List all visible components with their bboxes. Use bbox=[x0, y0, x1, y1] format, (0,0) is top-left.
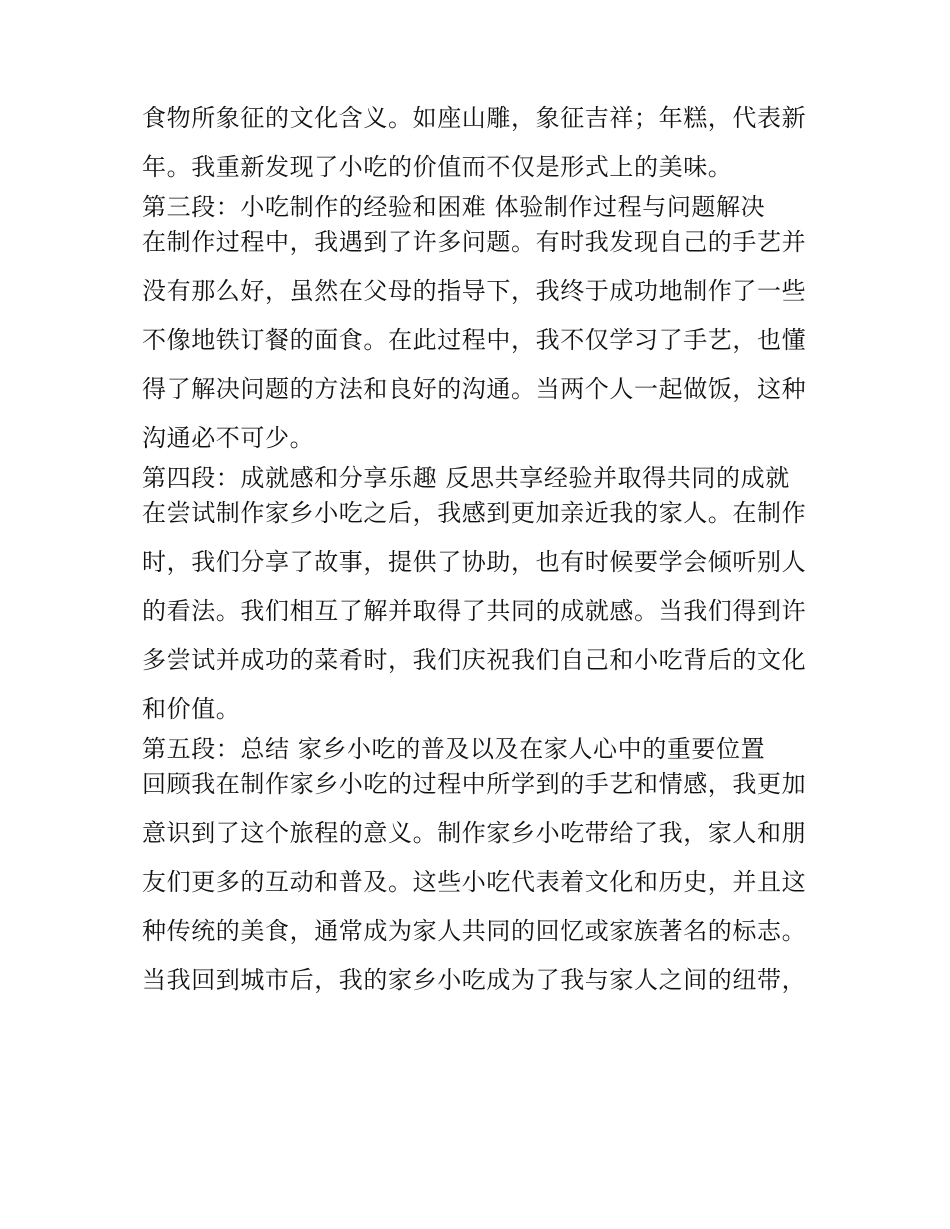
body-line: 回顾我在制作家乡小吃的过程中所学到的手艺和情感，我更加 bbox=[142, 770, 807, 798]
body-line: 和价值。 bbox=[142, 695, 241, 723]
body-line: 食物所象征的文化含义。如座山雕，象征吉祥；年糕，代表新 bbox=[142, 104, 807, 132]
section-heading-3: 第三段：小吃制作的经验和困难 体验制作过程与问题解决 bbox=[142, 193, 766, 221]
section-heading-4: 第四段：成就感和分享乐趣 反思共享经验并取得共同的成就 bbox=[142, 464, 790, 492]
body-line: 在尝试制作家乡小吃之后，我感到更加亲近我的家人。在制作 bbox=[142, 499, 807, 527]
body-line: 种传统的美食，通常成为家人共同的回忆或家族著名的标志。 bbox=[142, 917, 807, 945]
body-line: 多尝试并成功的菜肴时，我们庆祝我们自己和小吃背后的文化 bbox=[142, 646, 807, 674]
body-line: 意识到了这个旅程的意义。制作家乡小吃带给了我，家人和朋 bbox=[142, 819, 807, 847]
body-line: 在制作过程中，我遇到了许多问题。有时我发现自己的手艺并 bbox=[142, 228, 807, 256]
body-line: 年。我重新发现了小吃的价值而不仅是形式上的美味。 bbox=[142, 153, 733, 181]
body-line: 的看法。我们相互了解并取得了共同的成就感。当我们得到许 bbox=[142, 597, 807, 625]
body-line: 时，我们分享了故事，提供了协助，也有时候要学会倾听别人 bbox=[142, 548, 807, 576]
body-line: 沟通必不可少。 bbox=[142, 424, 315, 452]
section-heading-5: 第五段：总结 家乡小吃的普及以及在家人心中的重要位置 bbox=[142, 735, 766, 763]
body-line: 不像地铁订餐的面食。在此过程中，我不仅学习了手艺，也懂 bbox=[142, 326, 807, 354]
document-body bbox=[142, 106, 822, 992]
body-line: 友们更多的互动和普及。这些小吃代表着文化和历史，并且这 bbox=[142, 868, 807, 896]
body-line: 没有那么好，虽然在父母的指导下，我终于成功地制作了一些 bbox=[142, 277, 807, 305]
body-line: 得了解决问题的方法和良好的沟通。当两个人一起做饭，这种 bbox=[142, 375, 807, 403]
body-line: 当我回到城市后，我的家乡小吃成为了我与家人之间的纽带， bbox=[142, 966, 807, 994]
